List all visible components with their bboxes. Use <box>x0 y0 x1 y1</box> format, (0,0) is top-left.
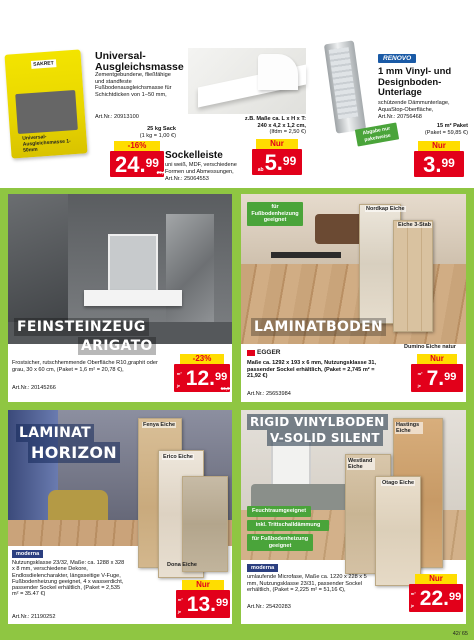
horizon-desc: Nutzungsklasse 23/32, Maße: ca. 1288 x 328 x 8 mm, verschiedene Dekore, Endlosdielencharakter, längsseitige V-Fuge, Fußbodenheizung geeignet, 4 x wasserdicht, passender Sockel erhältlich, (Paket = 2,535 m² = 35.47 €) <box>12 560 125 598</box>
price-box <box>252 149 302 175</box>
ausgleich-unit: 25 kg Sack <box>147 126 176 132</box>
unterlage-art: Art.Nr.: 20756468 <box>378 114 422 120</box>
price-box <box>411 364 463 392</box>
sample-label-nordkap: Nordkap Eiche <box>366 206 405 212</box>
vinyl-price-block <box>409 574 463 614</box>
sockel-desc: uni weiß, MDF, verschiedene Formen und Abmessungen, <box>165 162 237 175</box>
price-old: 29,99 <box>156 170 168 175</box>
egger-logo <box>247 349 280 356</box>
laminat-price-block <box>411 354 463 394</box>
unterlage-unit: 15 m² Paket <box>436 123 468 129</box>
sample-label-erico: Erico Eiche <box>163 454 193 460</box>
fliese-price-block <box>174 354 230 394</box>
price-unit: m² je <box>410 591 416 608</box>
laminat-desc: Maße ca. 1292 x 193 x 6 mm, Nutzungsklasse 31, passender Sockel erhältlich, (Paket = 2,745 m² = 21,92 €) <box>247 360 377 380</box>
ausgleich-desc: Zementgebundene, fließfähige und standfeste Fußbodenausgleichsmasse für Schichtdicken von 1−50 mm, <box>95 72 172 98</box>
bag-brand-logo: SAKRET <box>31 59 56 69</box>
sample-label-hastings: Hastings Eiche <box>395 422 423 434</box>
price-main: 13. <box>186 593 216 616</box>
price-main: 5. <box>264 150 283 175</box>
sample-dona-eiche <box>182 476 228 572</box>
vinyl-art: Art.Nr.: 25420283 <box>247 604 291 610</box>
ausgleich-title: Universal-Ausgleichsmasse <box>95 50 184 73</box>
fliese-panel <box>8 194 232 402</box>
nur-tag: Nur <box>418 141 460 151</box>
price-main: 3. <box>423 152 442 177</box>
price-cents: 99 <box>214 371 228 383</box>
sockel-dims: z.B. Maße ca. L x H x T: 240 x 4,2 x 1,2 cm, <box>244 116 306 129</box>
sample-label-otago: Otago Eiche <box>382 480 415 486</box>
horizon-headline-2: HORIZON <box>28 442 120 463</box>
nur-tag: Nur <box>256 139 298 149</box>
price-box <box>176 590 230 618</box>
horizon-art: Art.Nr.: 21190252 <box>12 614 56 620</box>
sockel-unitprice: (Ifdm = 2,50 €) <box>269 129 306 135</box>
price-from: ab <box>257 167 264 173</box>
nur-tag: Nur <box>415 574 457 584</box>
laminat-panel <box>241 194 466 402</box>
price-cents: 99 <box>145 156 159 170</box>
feuchtraum-badge: Feuchtraumgeeignet <box>247 506 311 517</box>
sockel-title: Sockelleiste <box>165 150 223 161</box>
price-cents: 99 <box>444 371 457 383</box>
price-box <box>409 584 463 612</box>
sample-label-westland: Westland Eiche <box>347 458 375 470</box>
unterlage-unitprice: (Paket = 59,85 €) <box>424 130 468 136</box>
sockel-image <box>188 48 306 114</box>
price-main: 7. <box>426 367 445 390</box>
unterlage-roll-image <box>324 40 366 133</box>
price-main: 24. <box>115 152 146 177</box>
price-cents: 99 <box>215 597 229 609</box>
price-unit: m² je <box>177 597 183 614</box>
fliese-desc: Frostsicher, rutschhemmende Oberfläche R10,graphit oder grau, 30 x 60 cm, (Paket = 1,6 m² = 20,78 €), <box>12 360 158 373</box>
renovo-logo: RENOVO <box>378 54 416 63</box>
price-cents: 99 <box>282 154 297 168</box>
page-number: 42/ 65 <box>452 631 468 637</box>
vinyl-panel <box>241 410 466 624</box>
sample-label-eiche-3-stab: Eiche 3-Stab <box>398 222 432 228</box>
discount-badge: -23% <box>180 354 224 364</box>
sample-label-fenya: Fenya Eiche <box>143 422 176 428</box>
moderna-logo: moderna <box>247 564 278 572</box>
price-cents: 99 <box>448 591 462 603</box>
fliese-art: Art.Nr.: 20145266 <box>12 385 56 391</box>
nur-tag: Nur <box>182 580 224 590</box>
vinyl-headline-2: V-SOLID SILENT <box>267 430 383 446</box>
fussbodenheizung-badge: für Fußbodenheizung geeignet <box>247 534 313 551</box>
price-box <box>414 151 464 177</box>
fliese-headline-1: FEINSTEINZEUG <box>14 318 149 336</box>
fussbodenheizung-badge: für Fußbodenheizung geeignet <box>247 202 303 226</box>
horizon-price-block <box>176 580 230 620</box>
price-unit: m² je <box>176 371 182 388</box>
trittschall-badge: inkl. Trittschalldämmung <box>247 520 329 531</box>
sample-eiche-3-stab <box>393 220 433 332</box>
vinyl-headline-1: RIGID VINYLBODEN <box>247 414 388 430</box>
sockel-price-block <box>252 139 302 177</box>
horizon-headline-1: LAMINAT <box>16 424 94 442</box>
laminat-art: Art.Nr.: 25653984 <box>247 391 291 397</box>
unterlage-price-block <box>414 141 464 179</box>
price-old: 16,99 <box>220 386 232 391</box>
horizon-panel <box>8 410 232 624</box>
sample-label-dona: Dona Eiche <box>167 562 197 568</box>
ausgleich-unitprice: (1 kg = 1,00 €) <box>139 133 176 139</box>
fliese-headline-2: ARIGATO <box>78 337 156 355</box>
price-main: 22. <box>419 587 449 610</box>
sample-label-dumino: Dumino Eiche natur <box>404 344 456 350</box>
egger-logo-text: EGGER <box>257 349 281 356</box>
sample-otago-eiche <box>375 476 421 586</box>
price-unit: m² je <box>417 371 423 388</box>
nur-tag: Nur <box>417 354 457 364</box>
moderna-logo: moderna <box>12 550 43 558</box>
price-cents: 99 <box>441 156 455 170</box>
unterlage-desc: schützende Dämmunterlage, AquaStop-Oberfläche, <box>378 100 450 113</box>
price-main: 12. <box>185 367 215 390</box>
sockel-art: Art.Nr.: 25064553 <box>165 176 209 182</box>
discount-badge: -16% <box>114 141 160 151</box>
ausgleich-bag-image <box>4 49 87 158</box>
ausgleich-price-block <box>110 141 168 179</box>
paketweise-badge: Abgabe nur paketweise <box>355 122 399 146</box>
bag-product-text: Universal-Ausgleichsmasse 1-50mm <box>22 134 71 154</box>
vinyl-desc: umlaufende Microfase, Maße ca. 1220 x 228 x 5 mm, Nutzungsklasse 23/31, passender Sockel erhältlich, (Paket = 2,225 m² = 51,16 €), <box>247 574 367 594</box>
unterlage-title: 1 mm Vinyl- und Designboden-Unterlage <box>378 66 452 98</box>
laminat-headline: LAMINATBODEN <box>251 318 386 336</box>
ausgleich-art: Art.Nr.: 20913100 <box>95 114 139 120</box>
